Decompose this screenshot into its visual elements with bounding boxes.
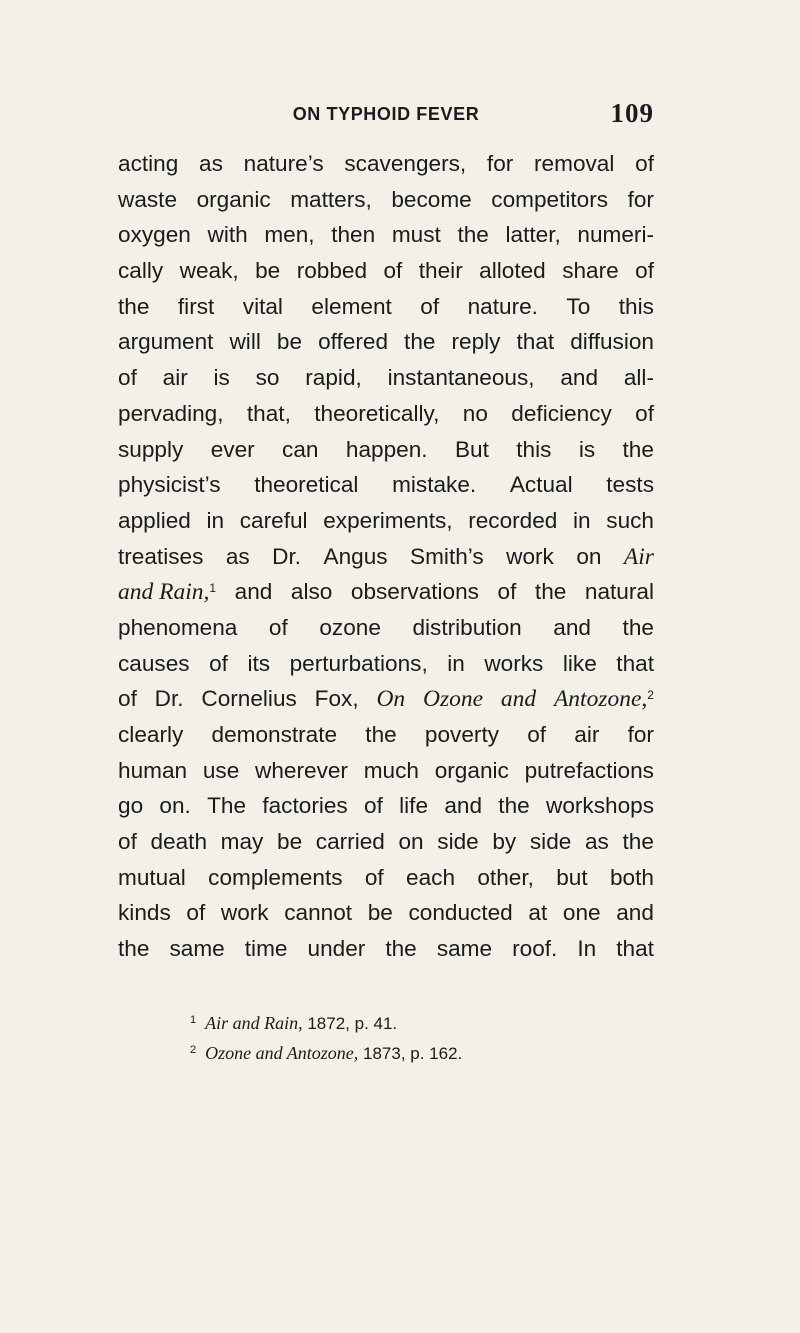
word: matters, [290, 186, 372, 212]
word: oxygen [118, 222, 191, 248]
word: nature’s [243, 151, 324, 176]
word: become [391, 186, 472, 212]
word: side [437, 829, 479, 855]
word: in [573, 507, 591, 533]
word: weak, [179, 258, 239, 284]
text-line [118, 788, 654, 824]
text-line [118, 503, 654, 539]
word: Angus [323, 543, 388, 569]
word: but [556, 864, 588, 890]
word: reply [451, 329, 501, 355]
word: as [584, 829, 609, 855]
word: theoretically, [314, 400, 440, 426]
word: so [255, 365, 280, 391]
word: vital [242, 293, 283, 319]
running-header [118, 100, 654, 134]
word: of [527, 722, 547, 747]
word: organic [196, 186, 271, 212]
word: for [486, 151, 514, 176]
word: poverty [424, 722, 500, 747]
word: on [576, 543, 602, 569]
word: of [635, 151, 654, 176]
word: perturbations, [289, 650, 428, 676]
word: this [618, 293, 654, 319]
word: happen. [345, 436, 428, 462]
word: rapid, [305, 365, 362, 391]
footnote-ref: 2 [647, 688, 654, 703]
word: the [457, 222, 489, 248]
word: share [562, 258, 619, 284]
word: men, [264, 222, 315, 248]
word: and [234, 579, 273, 605]
running-title: ON TYPHOID FEVER [292, 104, 480, 124]
word: removal [534, 151, 615, 176]
word: Dr. [154, 686, 184, 712]
word: complements [208, 864, 343, 890]
word: use [202, 757, 240, 783]
word: acting [118, 151, 179, 176]
word: with [207, 222, 248, 248]
text-line [118, 539, 654, 575]
word: applied [118, 507, 191, 533]
word: clearly [118, 722, 184, 747]
word: may [220, 829, 264, 855]
word: conducted [408, 900, 513, 926]
text-line [118, 717, 654, 753]
word: observations [350, 579, 479, 605]
word: under [307, 936, 366, 962]
word: alloted [479, 258, 546, 284]
word: no [462, 400, 488, 426]
italic-title: Air [623, 543, 654, 570]
word: competitors [491, 186, 609, 212]
word: deficiency [511, 400, 612, 426]
word: on. [159, 793, 191, 819]
word: the [118, 293, 150, 319]
text-line [118, 681, 654, 717]
text-line [118, 432, 654, 468]
word: that [516, 329, 555, 355]
word: same [169, 936, 225, 962]
word: latter, [505, 222, 561, 248]
word: ever [210, 436, 255, 462]
word: other, [477, 864, 534, 890]
word: be [255, 258, 281, 284]
word: work [506, 543, 554, 569]
word: also [290, 579, 333, 605]
word: the [622, 829, 654, 855]
word: in [447, 650, 465, 676]
italic-word [423, 681, 483, 717]
footnote-details: 1873, p. 162. [358, 1044, 463, 1064]
word: cally [118, 258, 164, 284]
word: Fox, [314, 686, 359, 712]
text-line [118, 182, 654, 218]
text-line [118, 895, 654, 931]
word: all- [623, 365, 654, 391]
footnote-marker: 1 [190, 1014, 197, 1026]
text-line [118, 646, 654, 682]
word: instantaneous, [387, 365, 535, 391]
word: workshops [546, 793, 654, 819]
word: of [268, 614, 288, 640]
word: for [627, 186, 654, 212]
text-line [118, 574, 654, 610]
word: Dr. [272, 543, 302, 569]
word: scavengers, [344, 151, 467, 176]
word: the [622, 614, 654, 640]
word: physicist’s [118, 472, 221, 498]
word: the [622, 436, 654, 462]
word: time [244, 936, 288, 962]
word: air [162, 365, 188, 391]
italic-title: and Rain, [118, 579, 210, 606]
word: the [498, 793, 530, 819]
word: air [574, 722, 600, 747]
word: cannot [284, 900, 353, 926]
word: its [247, 650, 271, 676]
italic-title: and [500, 686, 537, 713]
text-line [118, 324, 654, 360]
word: for [627, 722, 654, 747]
word: of [186, 900, 206, 926]
word: as [225, 543, 250, 569]
word: natural [584, 579, 654, 605]
word: waste [118, 186, 178, 212]
italic-title: On [376, 686, 406, 713]
word: that [616, 936, 654, 962]
word: that [616, 650, 654, 676]
word: life [399, 793, 429, 819]
word: argument [118, 329, 214, 355]
word: robbed [296, 258, 368, 284]
word: the [118, 936, 150, 962]
italic-word [624, 539, 654, 575]
word: recorded [468, 507, 558, 533]
word: that, [246, 400, 291, 426]
text-line [118, 146, 654, 182]
italic-word [501, 681, 536, 717]
word: kinds [118, 900, 171, 926]
word: at [528, 900, 548, 926]
word: like [562, 650, 597, 676]
text-line [118, 217, 654, 253]
word: such [606, 507, 654, 533]
word: of [118, 686, 137, 712]
italic-title: Antozone, [553, 686, 648, 713]
word: of [364, 864, 384, 890]
word: putrefactions [524, 757, 654, 783]
word: death [150, 829, 208, 855]
word: and [444, 793, 483, 819]
word: be [367, 900, 393, 926]
word: causes [118, 650, 190, 676]
word: of [635, 258, 654, 284]
text-line [118, 289, 654, 325]
word: much [363, 757, 419, 783]
body-text [118, 146, 654, 967]
word: of [118, 365, 137, 391]
word: on [398, 829, 424, 855]
word: mistake. [392, 472, 477, 498]
word: go [118, 793, 144, 819]
footnote [190, 1037, 670, 1067]
footnote-details: 1872, p. 41. [302, 1014, 398, 1034]
word: as [199, 151, 223, 176]
word: tests [606, 472, 654, 498]
word: factories [262, 793, 348, 819]
text-line [118, 360, 654, 396]
word: first [177, 293, 215, 319]
word: organic [434, 757, 509, 783]
word: roof. [512, 936, 558, 962]
word: wherever [255, 757, 348, 783]
word: of [635, 400, 654, 426]
word: and [616, 900, 654, 926]
word: treatises [118, 543, 204, 569]
footnotes [190, 1007, 670, 1067]
word: The [207, 793, 247, 819]
word: nature. [467, 293, 538, 319]
word: human [118, 757, 188, 783]
word: the [365, 722, 397, 747]
word: In [577, 936, 597, 962]
word: theoretical [254, 472, 359, 498]
italic-word [118, 574, 216, 610]
word: of [209, 650, 228, 676]
word: phenomena [118, 614, 238, 640]
italic-title: Ozone [423, 686, 484, 713]
word: works [484, 650, 544, 676]
footnote-marker: 2 [190, 1044, 197, 1057]
text-line [118, 753, 654, 789]
word: the [385, 936, 417, 962]
word: their [418, 258, 463, 284]
italic-word [376, 681, 405, 717]
word: the [534, 579, 567, 605]
footnote [190, 1007, 670, 1037]
word: But [454, 436, 489, 462]
word: carried [315, 829, 385, 855]
word: To [566, 293, 591, 319]
word: then [331, 222, 376, 248]
word: the [404, 329, 436, 355]
word: of [364, 793, 383, 819]
text-line [118, 253, 654, 289]
word: be [277, 829, 303, 855]
footnote-source: Air and Rain, [205, 1013, 303, 1034]
word: of [383, 258, 403, 284]
word: one [562, 900, 601, 926]
word: Actual [509, 472, 573, 498]
word: supply [118, 436, 184, 462]
word: numeri- [577, 222, 654, 248]
word: diffusion [570, 329, 654, 355]
word: must [391, 222, 441, 248]
word: side [529, 829, 572, 855]
italic-word [554, 681, 654, 717]
word: Cornelius [201, 686, 297, 712]
word: this [516, 436, 552, 462]
word: Smith’s [410, 543, 484, 569]
text-line [118, 610, 654, 646]
word: same [436, 936, 493, 962]
word: and [560, 365, 599, 391]
word: is [213, 365, 230, 391]
word: be [276, 329, 303, 355]
word: experiments, [323, 507, 453, 533]
word: is [578, 436, 596, 462]
text-line [118, 931, 654, 967]
word: in [206, 507, 225, 533]
word: of [420, 293, 440, 319]
word: of [497, 579, 517, 605]
text-line [118, 396, 654, 432]
word: work [220, 900, 269, 926]
word: of [118, 829, 137, 855]
text-line [118, 860, 654, 896]
footnote-ref: 1 [209, 581, 217, 596]
text-line [118, 824, 654, 860]
word: demonstrate [211, 722, 338, 747]
word: offered [318, 329, 389, 355]
word: by [492, 829, 517, 855]
word: will [229, 329, 261, 355]
word: ozone [319, 614, 381, 640]
word: can [282, 436, 319, 462]
word: each [406, 864, 456, 890]
word: mutual [118, 864, 186, 890]
page-number: 109 [610, 98, 654, 128]
text-line [118, 467, 654, 503]
word: distribution [412, 614, 522, 640]
word: both [609, 864, 654, 890]
word: element [311, 293, 392, 319]
word: and [553, 614, 591, 640]
word: pervading, [118, 400, 224, 426]
word: careful [239, 507, 308, 533]
footnote-source: Ozone and Antozone, [205, 1043, 359, 1064]
